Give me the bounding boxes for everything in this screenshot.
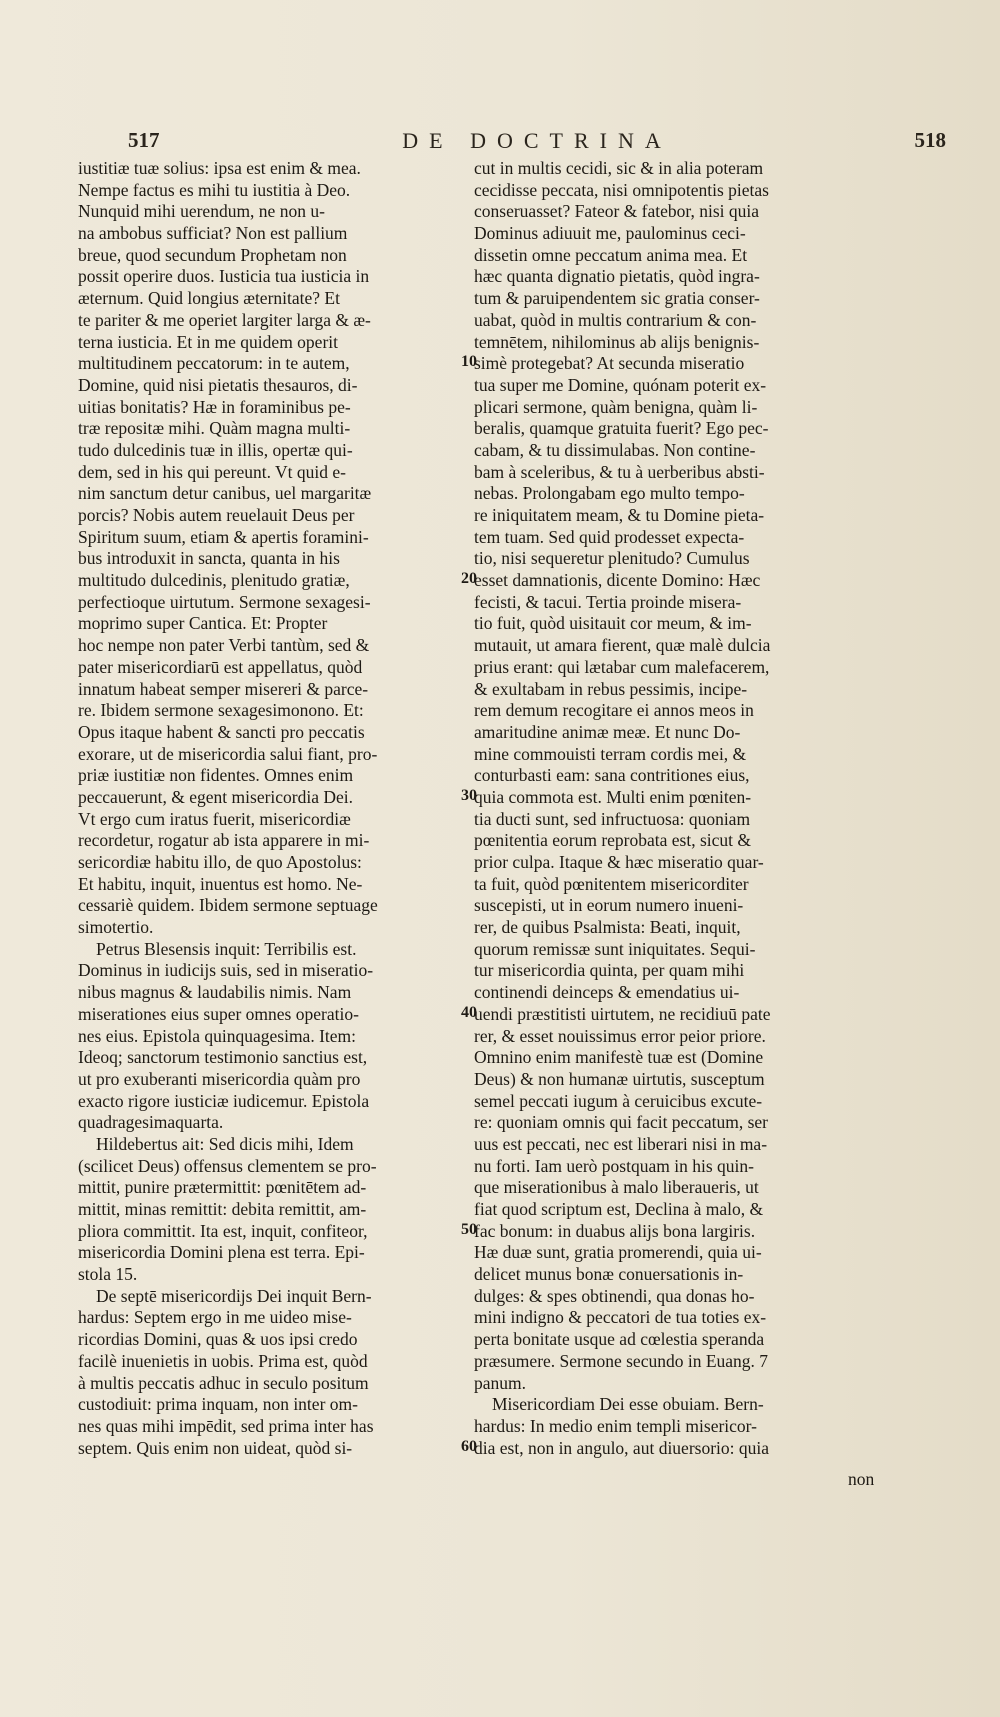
text-line: uus est peccati, nec est liberari nisi in ma- bbox=[474, 1133, 768, 1154]
text-line: mittit, minas remittit: debita remittit, am- bbox=[78, 1199, 367, 1219]
text-line: cecidisse peccata, nisi omnipotentis pietas bbox=[474, 179, 769, 200]
text-line: amaritudine animæ meæ. Et nunc Do- bbox=[474, 721, 741, 742]
text-line: multitudinem peccatorum: in te autem, bbox=[78, 353, 350, 374]
running-title: DE DOCTRINA bbox=[402, 128, 672, 153]
text-line: uabat, quòd in multis contrarium & con- bbox=[474, 309, 757, 330]
text-line: Nunquid mihi uerendum, ne non u- bbox=[78, 201, 325, 222]
text-line: conturbasti eam: sana contritiones eius, bbox=[474, 765, 750, 786]
text-line: Dominus adiuuit me, paulominus ceci- bbox=[474, 223, 746, 244]
line-number: 40 bbox=[461, 1004, 477, 1022]
text-line: priæ iustitiæ non fidentes. Omnes enim bbox=[78, 765, 354, 786]
text-line: esset damnationis, dicente Domino: Hæc bbox=[474, 570, 761, 591]
text-line: nu forti. Iam uerò postquam in his quin- bbox=[474, 1155, 754, 1176]
text-line: peccauerunt, & egent misericordia Dei. bbox=[78, 786, 354, 807]
text-line: Hildebertus ait: Sed dicis mihi, Idem bbox=[96, 1133, 354, 1154]
text-line: simotertio. bbox=[78, 917, 154, 938]
text-line: hardus: Septem ergo in me uideo mise- bbox=[78, 1307, 352, 1328]
text-line: Dominus in iudicijs suis, sed in miseratio- bbox=[78, 960, 374, 981]
text-line: te pariter & me operiet largiter larga & æ- bbox=[78, 309, 371, 330]
text-line: tum & paruipendentem sic gratia conser- bbox=[474, 288, 760, 309]
text-line: (scilicet Deus) offensus clementem se pro- bbox=[78, 1155, 377, 1176]
text-line: conseruasset? Fateor & fatebor, nisi quia bbox=[474, 201, 760, 222]
text-line: cut in multis cecidi, sic & in alia poteram bbox=[474, 158, 764, 178]
text-line: re: quoniam omnis qui facit peccatum, ser bbox=[474, 1112, 769, 1133]
line-number: 50 bbox=[461, 1221, 477, 1239]
text-line: bam à sceleribus, & tu à uerberibus absti- bbox=[474, 461, 765, 482]
text-line: fac bonum: in duabus alijs bona largiris. bbox=[474, 1220, 756, 1241]
text-line: que miserationibus à malo liberaueris, ut bbox=[474, 1177, 759, 1198]
text-line: Et habitu, inquit, inuentus est homo. Ne- bbox=[78, 873, 363, 894]
text-line: hardus: In medio enim templi misericor- bbox=[474, 1415, 757, 1436]
text-line: tudo dulcedinis tuæ in illis, opertæ qui- bbox=[78, 439, 353, 460]
text-line: prior culpa. Itaque & hæc miseratio quar- bbox=[474, 852, 764, 872]
text-line: hoc nempe non pater Verbi tantùm, sed & bbox=[78, 635, 370, 656]
text-line: quorum remissæ sunt iniquitates. Sequi- bbox=[474, 938, 756, 959]
text-line: fiat quod scriptum est, Declina à malo, & bbox=[474, 1199, 764, 1219]
text-line: simè protegebat? At secunda miseratio bbox=[474, 353, 745, 374]
text-line: innatum habeat semper misereri & parce- bbox=[78, 678, 369, 699]
text-line: continendi deinceps & emendatius ui- bbox=[474, 982, 740, 1003]
text-line: stola 15. bbox=[78, 1264, 138, 1285]
text-line: ut pro exuberanti misericordia quàm pro bbox=[78, 1068, 361, 1089]
text-line: dem, sed in his qui pereunt. Vt quid e- bbox=[78, 461, 346, 482]
text-line: cabam, & tu dissimulabas. Non contine- bbox=[474, 439, 756, 460]
text-line: pater misericordiarū est appellatus, quòd bbox=[78, 656, 363, 677]
page-number-right: 518 bbox=[914, 128, 946, 152]
text-line: & exultabam in rebus pessimis, incipe- bbox=[474, 678, 748, 699]
text-line: tur misericordia quinta, per quam mihi bbox=[474, 960, 745, 981]
text-line: recordetur, rogatur ab ista apparere in mi- bbox=[78, 830, 370, 851]
text-line: Deus) & non humanæ uirtutis, susceptum bbox=[474, 1068, 765, 1089]
text-line: mittit, punire prætermittit: pœnitētem ad- bbox=[78, 1177, 367, 1198]
text-line: Misericordiam Dei esse obuiam. Bern- bbox=[492, 1394, 764, 1415]
text-line: Opus itaque habent & sancti pro peccatis bbox=[78, 721, 365, 742]
text-line: dia est, non in angulo, aut diuersorio: quia bbox=[474, 1437, 770, 1458]
text-line: temnētem, nihilominus ab alijs benignis- bbox=[474, 331, 760, 352]
text-line: uitias bonitatis? Hæ in foraminibus pe- bbox=[78, 396, 351, 417]
text-line: quia commota est. Multi enim pœniten- bbox=[474, 786, 752, 807]
text-line: bus introduxit in sancta, quanta in his bbox=[78, 548, 340, 569]
text-line: Nempe factus es mihi tu iustitia à Deo. bbox=[78, 179, 351, 200]
text-line: pliora committit. Ita est, inquit, confiteor, bbox=[78, 1220, 368, 1241]
text-line: Spiritum suum, etiam & apertis foramini- bbox=[78, 526, 369, 547]
text-line: septem. Quis enim non uideat, quòd si- bbox=[78, 1437, 353, 1458]
text-line: exorare, ut de misericordia salui fiant, pro- bbox=[78, 743, 378, 764]
text-line: uendi præstitisti uirtutem, ne recidiuū pate bbox=[474, 1003, 771, 1024]
text-line: plicari sermone, quàm benigna, quàm li- bbox=[474, 396, 758, 417]
text-line: tio fuit, quòd uisitauit cor meum, & im- bbox=[474, 613, 752, 634]
text-line: dulges: & spes obtinendi, qua donas ho- bbox=[474, 1285, 755, 1306]
text-line: perfectioque uirtutum. Sermone sexagesi- bbox=[78, 591, 371, 612]
text-line: prius erant: qui lætabar cum malefacerem, bbox=[474, 656, 770, 677]
text-line: De septē misericordijs Dei inquit Bern- bbox=[96, 1285, 372, 1306]
text-line: Petrus Blesensis inquit: Terribilis est. bbox=[96, 938, 357, 959]
text-line: porcis? Nobis autem reuelauit Deus per bbox=[78, 505, 355, 525]
text-line: à multis peccatis adhuc in seculo positum bbox=[78, 1372, 369, 1393]
text-line: tem tuam. Sed quid prodesset expecta- bbox=[474, 526, 745, 547]
text-line: cessariè quidem. Ibidem sermone septuage bbox=[78, 895, 378, 916]
line-number: 30 bbox=[461, 787, 477, 805]
running-head bbox=[128, 128, 946, 160]
text-line: iustitiæ tuæ solius: ipsa est enim & mea. bbox=[78, 158, 361, 178]
text-line: dissetin omne peccatum anima mea. Et bbox=[474, 244, 748, 265]
text-line: nibus magnus & laudabilis nimis. Nam bbox=[78, 982, 352, 1003]
text-line: rem demum recogitare ei annos meos in bbox=[474, 700, 754, 721]
catchword: non bbox=[848, 1469, 875, 1489]
text-line: tua super me Domine, quónam poterit ex- bbox=[474, 374, 767, 395]
text-line: tia ducti sunt, sed infructuosa: quoniam bbox=[474, 808, 751, 829]
text-line: Hæ duæ sunt, gratia promerendi, quia ui- bbox=[474, 1242, 762, 1263]
text-line: semel peccati iugum à ceruicibus excute- bbox=[474, 1090, 763, 1111]
text-line: panum. bbox=[474, 1372, 527, 1393]
text-line: suscepisti, ut in eorum numero inueni- bbox=[474, 895, 744, 916]
text-line: beralis, quamque gratuita fuerit? Ego pec- bbox=[474, 418, 769, 439]
text-line: facilè inuenietis in uobis. Prima est, quòd bbox=[78, 1350, 368, 1371]
line-number: 20 bbox=[461, 570, 477, 588]
text-line: træ repositæ mihi. Quàm magna multi- bbox=[78, 418, 351, 439]
text-line: re. Ibidem sermone sexagesimonono. Et: bbox=[78, 700, 364, 721]
text-line: possit operire duos. Iusticia tua iusticia in bbox=[78, 266, 370, 287]
text-line: præsumere. Sermone secundo in Euang. 7 bbox=[474, 1350, 769, 1371]
right-text-column bbox=[474, 158, 874, 1459]
text-line: nes quas mihi impēdit, sed prima inter has bbox=[78, 1415, 374, 1436]
text-line: quadragesimaquarta. bbox=[78, 1112, 224, 1133]
text-line: nim sanctum detur canibus, uel margaritæ bbox=[78, 483, 372, 504]
left-text-column bbox=[78, 158, 470, 1459]
text-line: exacto rigore iusticiæ iudicemur. Epistola bbox=[78, 1090, 370, 1111]
text-line: mini indigno & peccatori de tua toties ex- bbox=[474, 1307, 767, 1328]
text-line: Domine, quid nisi pietatis thesauros, di- bbox=[78, 374, 358, 395]
text-line: re iniquitatem meam, & tu Domine pieta- bbox=[474, 505, 765, 525]
text-line: æternum. Quid longius æternitate? Et bbox=[78, 288, 340, 309]
text-line: sericordiæ habitu illo, de quo Apostolus: bbox=[78, 852, 362, 872]
text-line: breue, quod secundum Prophetam non bbox=[78, 244, 347, 265]
text-line: multitudo dulcedinis, plenitudo gratiæ, bbox=[78, 570, 350, 591]
text-line: mine commouisti terram cordis mei, & bbox=[474, 743, 747, 764]
text-line: terna iusticia. Et in me quidem operit bbox=[78, 331, 338, 352]
text-line: perta bonitate usque ad cœlestia speranda bbox=[474, 1329, 765, 1350]
text-line: ricordias Domini, quas & uos ipsi credo bbox=[78, 1329, 358, 1350]
line-number: 60 bbox=[461, 1438, 477, 1456]
text-line: miserationes eius super omnes operatio- bbox=[78, 1003, 359, 1024]
text-line: nes eius. Epistola quinquagesima. Item: bbox=[78, 1025, 357, 1046]
page-number-left: 517 bbox=[128, 128, 160, 152]
text-line: rer, de quibus Psalmista: Beati, inquit, bbox=[474, 917, 741, 938]
text-line: rer, & esset nouissimus error peior priore. bbox=[474, 1025, 766, 1046]
text-line: mutauit, ut amara fierent, quæ malè dulcia bbox=[474, 635, 771, 656]
text-line: moprimo super Cantica. Et: Propter bbox=[78, 613, 328, 634]
text-line: na ambobus sufficiat? Non est pallium bbox=[78, 223, 348, 244]
text-line: custodiuit: prima inquam, non inter om- bbox=[78, 1394, 358, 1415]
line-number: 10 bbox=[461, 353, 477, 371]
text-line: fecisti, & tacui. Tertia proinde misera- bbox=[474, 591, 742, 612]
text-line: hæc quanta dignatio pietatis, quòd ingra- bbox=[474, 266, 760, 287]
text-line: tio, nisi sequeretur plenitudo? Cumulus bbox=[474, 548, 750, 569]
text-line: ta fuit, quòd pœnitentem misericorditer bbox=[474, 873, 749, 894]
text-line: Vt ergo cum iratus fuerit, misericordiæ bbox=[78, 808, 351, 829]
text-line: pœnitentia eorum reprobata est, sicut & bbox=[474, 830, 752, 851]
text-line: Omnino enim manifestè tuæ est (Domine bbox=[474, 1047, 764, 1068]
text-line: nebas. Prolongabam ego multo tempo- bbox=[474, 483, 745, 504]
text-line: Ideoq; sanctorum testimonio sanctius est, bbox=[78, 1047, 368, 1068]
text-line: misericordia Domini plena est terra. Epi- bbox=[78, 1242, 365, 1263]
text-line: delicet munus bonæ conuersationis in- bbox=[474, 1264, 744, 1285]
